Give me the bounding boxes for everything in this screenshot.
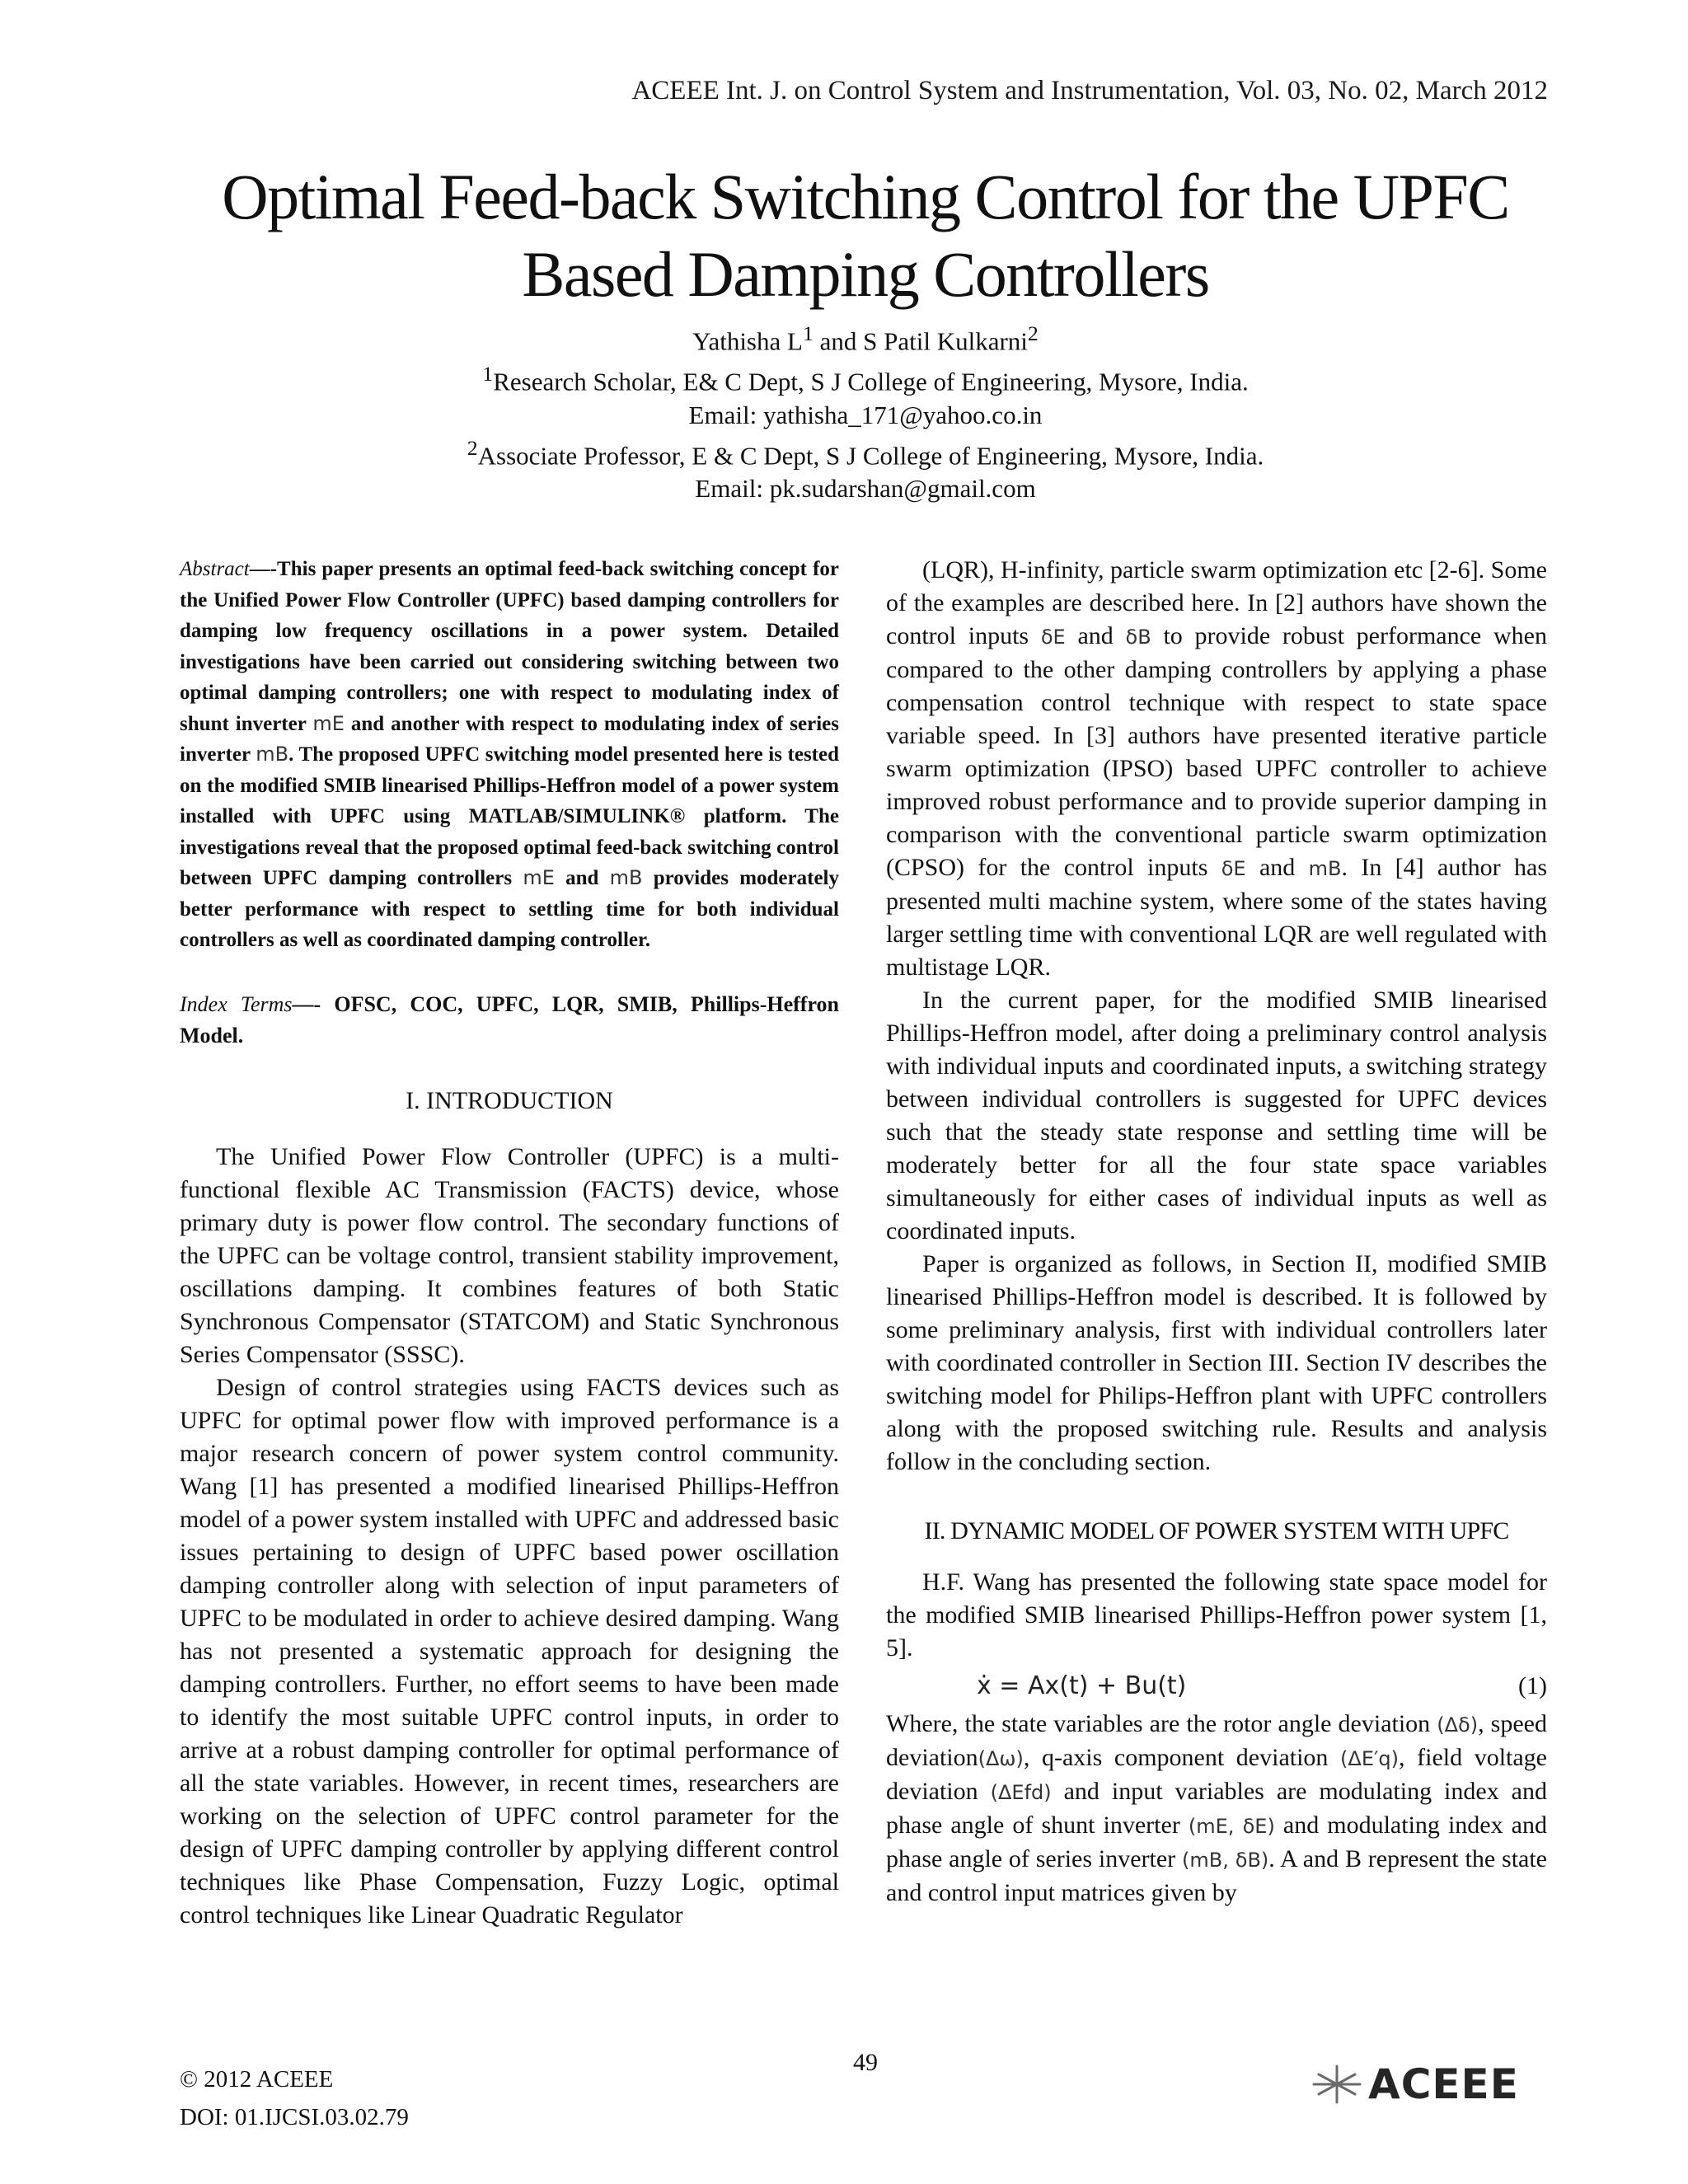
equation-body: ẋ = Ax(t) + Bu(t) — [977, 1671, 1187, 1700]
math-mB: mB — [1308, 857, 1342, 880]
s2-text-c: , q-axis component deviation — [1023, 1744, 1341, 1771]
index-terms-label: Index Terms — [180, 991, 293, 1016]
author-1: Yathisha L — [692, 326, 803, 356]
star-icon — [1311, 2061, 1363, 2107]
right-column — [886, 554, 1547, 1910]
intro-paragraph-1: The Unified Power Flow Controller (UPFC) is a multi-functional flexible AC Transmission (FACTS) device, whose primary duty is power flow control. The secondary functions of the UPFC can be voltage control, transient stability improvement, oscillations damping. It combines features of both Static Synchronous Compensator (STATCOM) and Static Synchronous Series Compensator (SSSC). — [180, 1142, 839, 1368]
email-1: Email: yathisha_171@yahoo.co.in — [688, 400, 1043, 429]
footer-left — [180, 2060, 409, 2136]
abstract-text-5: provides moderately better performance with respect to settling time for both individual controllers as well as coordinated damping controller. — [180, 867, 839, 951]
math-delta-omega: (Δω) — [978, 1747, 1024, 1770]
author-block — [124, 317, 1607, 505]
affiliation-2 — [124, 432, 1607, 472]
intro-text-3e: . In [4] author has presented multi machine system, where some of the states having larger settling time with conventional LQR are well regulated with multistage LQR. — [886, 854, 1547, 981]
title-line-2: Based Damping Controllers — [522, 238, 1209, 310]
math-mB: mB — [609, 866, 643, 889]
author-2-sup: 2 — [1027, 321, 1039, 345]
abstract-label: Abstract — [180, 558, 250, 580]
copyright: © 2012 ACEEE — [180, 2066, 334, 2093]
math-delta-delta: (Δδ) — [1437, 1713, 1479, 1736]
intro-paragraph-5: Paper is organized as follows, in Section II, modified SMIB linearised Phillips-Heffron model is described. It is followed by some preliminary analysis, first with individual controllers later with coordinated controller in Section III. Section IV describes the switching model for Philips-Heffron plant with UPFC controllers along with the proposed switching rule. Results and analysis follow in the concluding section. — [886, 1250, 1547, 1475]
intro-text-3d: and — [1245, 854, 1309, 881]
s2-text-d: , field voltage deviation — [886, 1744, 1547, 1805]
math-dB: δB — [1125, 626, 1151, 649]
left-column — [180, 554, 839, 1932]
affiliation-2-text: Associate Professor, E & C Dept, S J College of Engineering, Mysore, India. — [477, 440, 1264, 470]
abstract-text-1: This paper presents an optimal feed-back switching concept for the Unified Power Flow Controller (UPFC) based damping controllers for damping low frequency oscillations in a power system. Detailed investigations have been carried out considering switching between two optimal damping controllers; one with respect to modulating index of shunt inverter — [180, 558, 839, 735]
author-1-sup: 1 — [802, 321, 814, 345]
s2-text-a: Where, the state variables are the rotor angle deviation — [886, 1710, 1437, 1737]
section-heading-dynamic-model: II. DYNAMIC MODEL OF POWER SYSTEM WITH UPFC — [924, 1517, 1509, 1544]
math-delta-efd: (ΔEfd) — [990, 1781, 1052, 1804]
index-terms-dash: —- — [292, 991, 335, 1016]
section2-paragraph-2 — [886, 1708, 1547, 1910]
index-terms — [180, 989, 839, 1052]
doi: DOI: 01.IJCSI.03.02.79 — [180, 2104, 409, 2130]
abstract-text-3: . The proposed UPFC switching model presented here is tested on the modified SMIB linearised Phillips-Heffron model of a power system installed with UPFC using MATLAB/SIMULINK® platform. The investigations reveal that the proposed optimal feed-back switching control between UPFC damping controllers — [180, 743, 840, 889]
author-names — [124, 317, 1607, 358]
aceee-logo — [1311, 2060, 1519, 2108]
intro-text-3b: and — [1065, 622, 1126, 649]
math-mE: mE — [523, 866, 555, 889]
math-mB: mB — [256, 743, 289, 766]
journal-header: ACEEE Int. J. on Control System and Instrumentation, Vol. 03, No. 02, March 2012 — [631, 76, 1548, 105]
author-2: and S Patil Kulkarni — [813, 326, 1028, 356]
affiliation-1-sup: 1 — [482, 362, 494, 387]
math-mE: mE — [312, 711, 345, 735]
s2-text-f: and modulating index and phase angle of series inverter — [886, 1811, 1547, 1872]
affiliation-1-text: Research Scholar, E& C Dept, S J College of Engineering, Mysore, India. — [493, 367, 1249, 396]
affiliation-2-sup: 2 — [467, 435, 478, 460]
abstract-dash: —- — [249, 558, 278, 580]
s2-text-e: and input variables are modulating index and phase angle of shunt inverter — [886, 1778, 1547, 1839]
math-dE: δE — [1221, 857, 1246, 880]
abstract-text-2: and another with respect to modulating index of series inverter — [180, 712, 839, 766]
math-shunt-inputs: (mE, δE) — [1188, 1815, 1275, 1838]
index-terms-text: OFSC, COC, UPFC, LQR, SMIB, Phillips-Heffron Model. — [180, 991, 839, 1047]
affiliation-1 — [124, 358, 1607, 398]
intro-text-3a: (LQR), H-infinity, particle swarm optimization etc [2-6]. Some of the examples are described here. In [2] authors have shown the control inputs — [886, 556, 1547, 649]
page-number: 49 — [853, 2049, 878, 2076]
email-2: Email: pk.sudarshan@gmail.com — [695, 473, 1036, 503]
s2-text-b: , speed deviation — [886, 1710, 1547, 1771]
paper-title — [124, 158, 1607, 313]
intro-paragraph-2: Design of control strategies using FACTS devices such as UPFC for optimal power flow with improved performance is a major research concern of power system control community. Wang [1] has presented a modified linearised Phillips-Heffron model of a power system installed with UPFC and addressed basic issues pertaining to design of UPFC based power oscillation damping controller along with selection of input parameters of UPFC to be modulated in order to achieve desired damping. Wang has not presented a systematic approach for designing the damping controllers. Further, no effort seems to have been made to identify the most suitable UPFC control inputs, in order to arrive at a robust damping controller for optimal performance of all the state variables. However, in recent times, researchers are working on the selection of UPFC control parameter for the design of UPFC damping controller by applying different control techniques like Phase Compensation, Fuzzy Logic, optimal control techniques like Linear Quadratic Regulator — [180, 1373, 839, 1929]
abstract-text-4: and — [554, 867, 610, 889]
equation-number: (1) — [1518, 1672, 1547, 1699]
equation-1 — [886, 1670, 1547, 1703]
section2-paragraph-1: H.F. Wang has presented the following state space model for the modified SMIB linearised Phillips-Heffron power system [1, 5]. — [886, 1568, 1547, 1661]
logo-text: ACEEE — [1368, 2060, 1519, 2108]
math-series-inputs: (mB, δB) — [1181, 1849, 1269, 1872]
intro-text-3c: to provide robust performance when compared to the other damping controllers by applying a phase compensation control technique with respect to state space variable speed. In [3] authors have presented iterative particle swarm optimization (IPSO) based UPFC controller to achieve improved robust performance and to provide superior damping in comparison with the conventional particle swarm optimization (CPSO) for the control inputs — [886, 622, 1547, 881]
intro-paragraph-4: In the current paper, for the modified SMIB linearised Phillips-Heffron model, after doing a preliminary control analysis with individual inputs and coordinated inputs, a switching strategy between individual controllers is suggested for UPFC devices such that the steady state response and settling time will be moderately better for all the four state space variables simultaneously for either cases of individual inputs as well as coordinated inputs. — [886, 987, 1547, 1244]
intro-paragraph-3 — [886, 554, 1547, 984]
math-dE: δE — [1040, 626, 1066, 649]
s2-text-g: . A and B represent the state and control input matrices given by — [886, 1845, 1547, 1906]
abstract — [180, 554, 839, 956]
math-delta-eq: (ΔE′q) — [1340, 1747, 1400, 1770]
title-line-1: Optimal Feed-back Switching Control for the UPFC — [222, 161, 1509, 232]
section-heading-introduction: I. INTRODUCTION — [406, 1086, 613, 1114]
